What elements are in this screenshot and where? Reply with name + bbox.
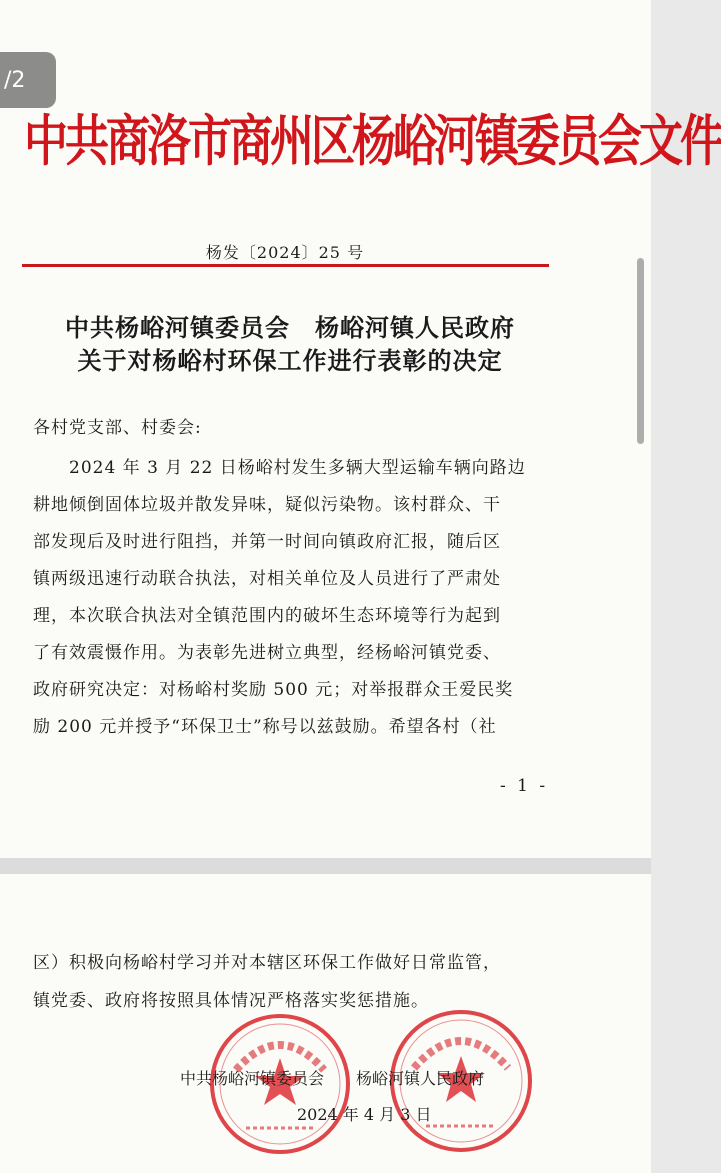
body-line: 部发现后及时进行阻挡，并第一时间向镇政府汇报，随后区 [33,532,501,552]
page-counter-badge[interactable]: /2 [0,52,56,108]
issue-date: 2024 年 4 月 3 日 [297,1105,432,1124]
document-title-line-2: 关于对杨峪村环保工作进行表彰的决定 [77,346,503,375]
document-title-line-1: 中共杨峪河镇委员会 杨峪河镇人民政府 [65,313,515,342]
body-line: 励 200 元并授予“环保卫士”称号以兹鼓励。希望各村（社 [33,717,497,737]
red-divider-line [22,264,549,267]
page-separator [0,858,651,874]
page-number: - 1 - [500,776,549,796]
body-line: 理，本次联合执法对全镇范围内的破坏生态环境等行为起到 [33,606,501,626]
body-line: 镇两级迅速行动联合执法，对相关单位及人员进行了严肃处 [33,569,501,589]
document-number: 杨发〔2024〕25 号 [205,243,365,262]
signature-line: 中共杨峪河镇委员会 杨峪河镇人民政府 [180,1069,485,1088]
body-line: 2024 年 3 月 22 日杨峪村发生多辆大型运输车辆向路边 [33,458,526,478]
body-line: 了有效震慑作用。为表彰先进树立典型，经杨峪河镇党委、 [33,643,501,663]
red-masthead-title: 中共商洛市商州区杨峪河镇委员会文件 [24,109,721,174]
body-line: 政府研究决定：对杨峪村奖励 500 元；对举报群众王爱民奖 [33,680,514,700]
salutation: 各村党支部、村委会: [33,418,202,438]
body-line: 耕地倾倒固体垃圾并散发异味，疑似污染物。该村群众、干 [33,495,501,515]
body-line: 镇党委、政府将按照具体情况严格落实奖惩措施。 [33,991,429,1011]
body-line: 区）积极向杨峪村学习并对本辖区环保工作做好日常监管， [33,953,501,973]
scrollbar-thumb[interactable] [637,258,644,444]
